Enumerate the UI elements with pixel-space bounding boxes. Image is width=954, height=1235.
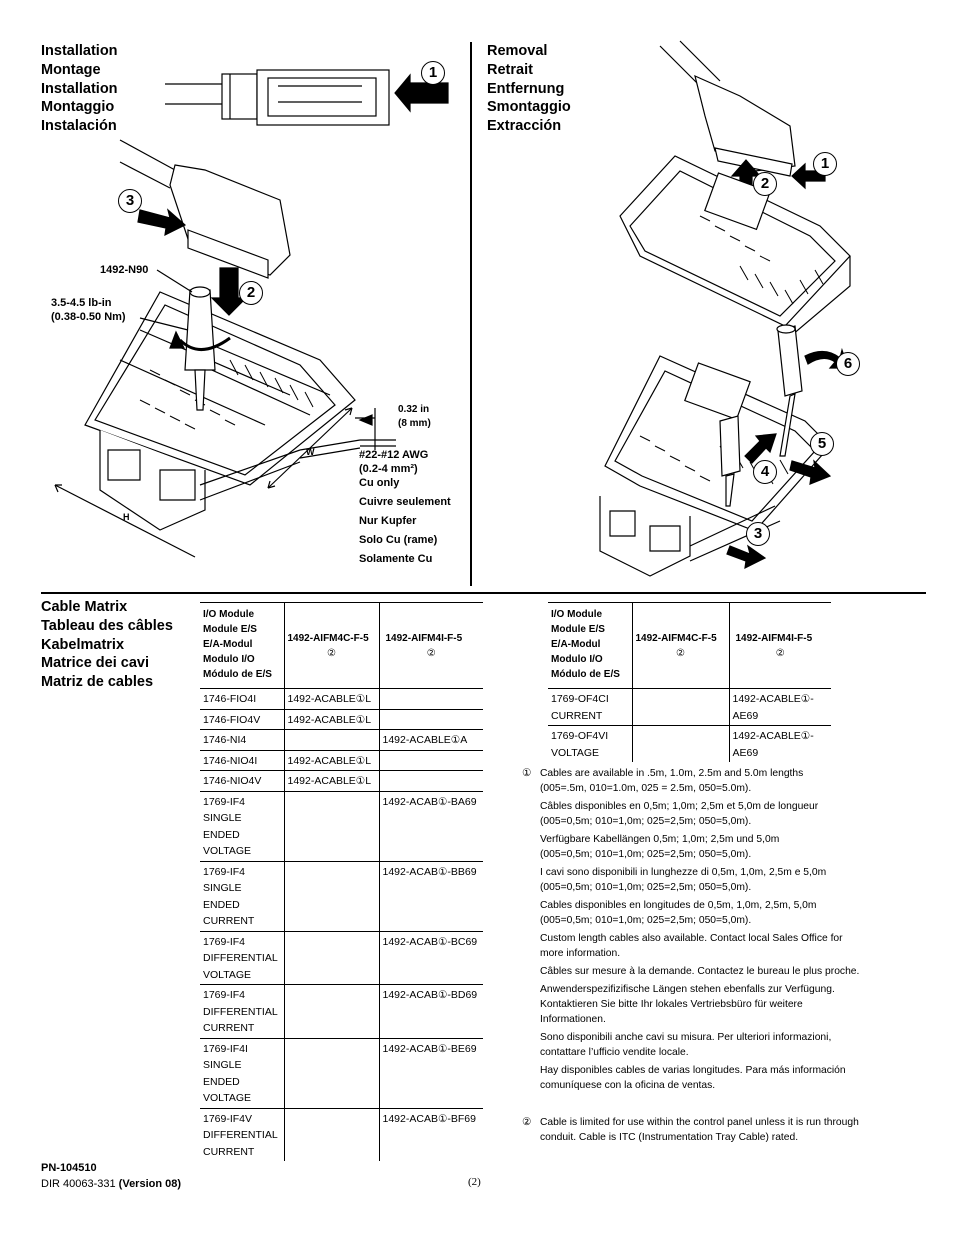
footnote-1-paragraph [540,964,870,979]
module-line: 1746-FIO4I [203,693,257,705]
footnote-1-paragraph [540,1030,870,1060]
footnote-1-line: Custom length cables also available. Contact local Sales Office for [540,933,843,944]
removal-step-5-label: 5 [817,435,827,452]
footnote-2-line-1: Cable is limited for use within the control panel unless it is run through [540,1117,859,1128]
header-module-de-right: E/A-Modul [551,639,601,650]
aifm4c-cell [284,1038,379,1108]
module-cell [200,1038,284,1108]
footnote-2 [540,1115,870,1145]
header-module-it: Modulo I/O [203,654,255,665]
table-row [200,791,483,861]
removal-title-en: Removal [487,43,548,59]
wire-mm2: (0.2-4 mm²) [359,463,418,475]
footnote-1-line: (005=.5m, 010=1.0m, 025 = 2.5m, 050=5.0m). [540,783,752,794]
section-divider-vertical [470,42,472,586]
removal-step-6-badge [836,352,860,376]
aifm4c-cell [284,730,379,751]
module-line: 1769-IF4 [203,865,246,878]
cable-matrix-title-es: Matriz de cables [41,674,154,691]
removal-title-fr: Retrait [487,61,533,78]
removal-step-2-badge [753,172,777,196]
aifm4c-cell: 1492-ACABLE①L [284,771,379,792]
module-line: SINGLE ENDED [203,812,242,841]
module-line: DIFFERENTIAL [203,1129,278,1141]
install-step-1-badge [421,61,445,85]
header-col-aifm4c-right [632,603,729,689]
module-cell [200,985,284,1039]
aifm4c-cell [284,1108,379,1161]
install-step-2-badge [239,281,263,305]
footnote-1 [540,766,870,1096]
table-row [200,750,483,771]
aifm4i-cell: 1492-ACAB①-BE69 [379,1038,483,1108]
footnote-1-paragraph [540,799,870,829]
header-io-module-right [548,603,632,689]
module-cell [200,730,284,751]
aifm4i-cell [379,771,483,792]
dir-number: DIR 40063-331 [41,1178,116,1190]
footnote-1-paragraph [540,931,870,961]
removal-step-1-badge [813,152,837,176]
footnote-1-line: Informationen. [540,1014,606,1025]
header-col2-label: 1492-AIFM4I-F-5 [385,633,463,644]
removal-step-4-label: 4 [760,463,770,480]
removal-title-de: Entfernung [487,80,565,97]
module-line: CURRENT [203,915,255,927]
removal-step-6-label: 6 [843,355,853,372]
removal-titles [487,42,571,136]
module-line: DIFFERENTIAL [203,1005,278,1018]
aifm4i-cell: 1492-ACABLE①-AE69 [729,689,831,726]
footnote-1-line: (005=0,5m; 010=1,0m; 025=2,5m; 050=5,0m). [540,816,752,827]
removal-step-4-badge [753,460,777,484]
torque-nm: (0.38-0.50 Nm) [51,310,126,323]
footnote-1-paragraph [540,766,870,796]
wire-cu-fr: Cuivre seulement [359,496,451,508]
module-cell [200,709,284,730]
table-row [200,1038,483,1108]
dimension-w: W [306,447,315,457]
header-module-fr-right: Module E/S [551,624,605,635]
install-step-1-label: 1 [428,64,438,81]
section-divider-horizontal [41,592,926,594]
aifm4c-cell [284,791,379,861]
wire-cu-de: Nur Kupfer [359,515,417,527]
cable-matrix-title-en: Cable Matrix [41,599,128,615]
table-row [200,689,483,710]
torque-label [51,297,126,324]
wire-cu-es: Solamente Cu [359,553,433,565]
aifm4c-cell [284,985,379,1039]
header-col2-mark: ② [426,648,436,659]
footnote-1-paragraph [540,1063,870,1093]
removal-step-1-label: 1 [820,155,830,172]
aifm4c-cell: 1492-ACABLE①L [284,689,379,710]
module-cell [200,1108,284,1161]
module-cell [200,931,284,985]
footnote-1-paragraph [540,982,870,1027]
module-line: 1746-NIO4V [203,775,262,787]
cable-matrix-right-body [548,689,831,763]
header-module-es-right: Módulo de E/S [551,669,620,680]
removal-step-3-label: 3 [753,525,763,542]
part-number: PN-104510 [41,1162,97,1174]
footnote-1-line: Câbles disponibles en 0,5m; 1,0m; 2,5m et 5,0m de longueur [540,801,819,812]
module-cell [200,861,284,931]
header-col1-label-right: 1492-AIFM4C-F-5 [635,633,717,644]
module-line: 1746-NIO4I [203,754,258,767]
table-row [200,1108,483,1161]
module-line: VOLTAGE [203,968,252,981]
header-module-it-right: Modulo I/O [551,654,603,665]
footnote-1-mark: ① [522,768,532,779]
install-step-2-label: 2 [246,284,256,301]
module-cell [200,771,284,792]
aifm4c-cell [284,861,379,931]
footnote-1-line: Hay disponibles cables de varias longitudes. Para más información [540,1065,846,1076]
table-row [200,730,483,751]
footnote-1-line: I cavi sono disponibili in lunghezze di 0,5m, 1,0m, 2,5m e 5,0m [540,867,827,878]
table-row [200,985,483,1039]
footnote-1-line: Cables disponibles en longitudes de 0,5m, 1,0m, 2,5m, 5,0m [540,900,817,911]
wire-cu-it: Solo Cu (rame) [359,534,438,546]
aifm4i-cell: 1492-ACAB①-BD69 [379,985,483,1039]
header-module-en: I/O Module [203,609,255,620]
table-row [200,861,483,931]
module-line: CURRENT [203,1145,255,1158]
strip-length-label [398,403,431,431]
module-line: 1769-IF4V [203,1112,253,1125]
footnote-1-line: (005=0,5m; 010=1,0m; 025=2,5m; 050=5,0m). [540,849,752,860]
footer [41,1160,181,1192]
wire-spec [359,448,451,566]
header-col1-mark-right: ② [676,648,685,659]
installation-title-es: Instalación [41,118,117,135]
module-line: 1769-IF4 [203,795,246,808]
module-line: 1769-OF4CI [551,693,609,705]
header-io-module [200,603,284,689]
torque-lbin: 3.5-4.5 lb-in [51,297,112,309]
module-line: CURRENT [551,709,603,722]
module-line: VOLTAGE [203,845,252,857]
installation-title-en: Installation [41,43,118,59]
module-line: 1769-OF4VI [551,730,609,742]
aifm4i-cell: 1492-ACAB①-BB69 [379,861,483,931]
module-line: SINGLE ENDED [203,1059,242,1088]
module-cell [200,750,284,771]
footnote-1-paragraph [540,898,870,928]
cable-matrix-title-it: Matrice dei cavi [41,655,149,672]
wire-cu-en: Cu only [359,477,400,489]
page-number: (2) [468,1176,481,1188]
footnote-1-line: comuníquese con la oficina de ventas. [540,1080,716,1091]
table-row [548,726,831,763]
module-line: VOLTAGE [551,746,600,759]
removal-step-3-badge [746,522,770,546]
strip-length-in: 0.32 in [398,404,430,415]
header-module-fr: Module E/S [203,624,257,635]
footnote-1-line: Kontaktieren Sie bitte Ihr lokales Vertriebsbüro für weitere [540,999,803,1010]
aifm4i-cell: 1492-ACAB①-BC69 [379,931,483,985]
header-module-de: E/A-Modul [203,639,253,650]
aifm4c-cell: 1492-ACABLE①L [284,750,379,771]
cable-matrix-titles [41,598,173,692]
header-col-aifm4i [379,603,483,689]
footnote-1-line: contattare l’ufficio vendite locale. [540,1047,689,1058]
tool-label: 1492-N90 [100,264,149,276]
table-row [200,771,483,792]
module-line: CURRENT [203,1022,255,1034]
removal-step-2-label: 2 [760,175,770,192]
header-col2-mark-right: ② [775,648,785,659]
aifm4c-cell [632,726,729,763]
header-col1-label: 1492-AIFM4C-F-5 [287,633,369,644]
removal-illustration [580,36,870,581]
footnote-1-paragraph [540,865,870,895]
version: (Version 08) [118,1178,182,1190]
cable-matrix-table-left [200,602,483,1161]
aifm4i-cell: 1492-ACAB①-BF69 [379,1108,483,1161]
header-col1-mark: ② [327,648,336,659]
aifm4i-cell [379,689,483,710]
cable-matrix-title-fr: Tableau des câbles [41,617,173,634]
module-line: 1769-IF4 [203,935,246,948]
footnote-1-line: Câbles sur mesure à la demande. Contactez le bureau le plus proche. [540,966,860,977]
module-line: 1769-IF4I [203,1042,248,1055]
table-row [200,931,483,985]
aifm4i-cell [379,750,483,771]
table-row [548,689,831,726]
installation-title-it: Montaggio [41,99,115,116]
module-line: VOLTAGE [203,1092,252,1104]
aifm4c-cell [284,931,379,985]
aifm4i-cell: 1492-ACAB①-BA69 [379,791,483,861]
module-cell [548,689,632,726]
cable-matrix-table-right [548,602,831,762]
header-module-en-right: I/O Module [551,609,603,620]
footnote-1-line: Cables are available in .5m, 1.0m, 2.5m and 5.0m lengths [540,768,804,779]
module-line: 1769-IF4 [203,989,246,1001]
aifm4i-cell: 1492-ACABLE①-AE69 [729,726,831,763]
module-line: 1746-FIO4V [203,713,261,726]
removal-title-it: Smontaggio [487,99,571,116]
header-col-aifm4i-right [729,603,831,689]
strip-length-mm: (8 mm) [398,418,431,429]
module-line: 1746-NI4 [203,734,247,746]
footnote-1-line: (005=0,5m; 010=1,0m; 025=2,5m; 050=5,0m). [540,882,752,893]
removal-step-5-badge [810,432,834,456]
module-line: DIFFERENTIAL [203,952,278,964]
installation-title-de: Installation [41,80,118,97]
module-cell [200,689,284,710]
installation-title-fr: Montage [41,61,101,78]
aifm4i-cell [379,709,483,730]
document-id [41,1176,181,1192]
module-cell [200,791,284,861]
module-cell [548,726,632,763]
aifm4c-cell: 1492-ACABLE①L [284,709,379,730]
aifm4i-cell: 1492-ACABLE①A [379,730,483,751]
aifm4c-cell [632,689,729,726]
wire-awg: #22-#12 AWG [359,449,429,461]
header-col-aifm4c [284,603,379,689]
install-step-3-label: 3 [125,192,135,209]
header-module-es: Módulo de E/S [203,669,272,680]
footnote-1-line: (005=0,5m; 010=1,0m; 025=2,5m; 050=5,0m). [540,915,752,926]
install-step-3-badge [118,189,142,213]
header-col2-label-right: 1492-AIFM4I-F-5 [735,633,813,644]
footnote-1-line: more information. [540,948,621,959]
module-line: SINGLE ENDED [203,882,242,911]
dimension-h: H [123,512,130,522]
footnote-2-line-2: conduit. Cable is ITC (Instrumentation Tray Cable) rated. [540,1132,799,1143]
cable-matrix-left-body [200,689,483,1162]
cable-matrix-title-de: Kabelmatrix [41,636,125,653]
footnote-1-paragraph [540,832,870,862]
footnote-1-line: Sono disponibili anche cavi su misura. Per ulteriori informazioni, [540,1032,832,1043]
footnote-1-line: Verfügbare Kabellängen 0,5m; 1,0m; 2,5m und 5,0m [540,834,780,845]
footnote-1-line: Anwenderspezifizifische Längen stehen ebenfalls zur Verfügung. [540,984,835,995]
footnote-2-mark: ② [522,1117,532,1128]
removal-title-es: Extracción [487,118,562,135]
table-row [200,709,483,730]
